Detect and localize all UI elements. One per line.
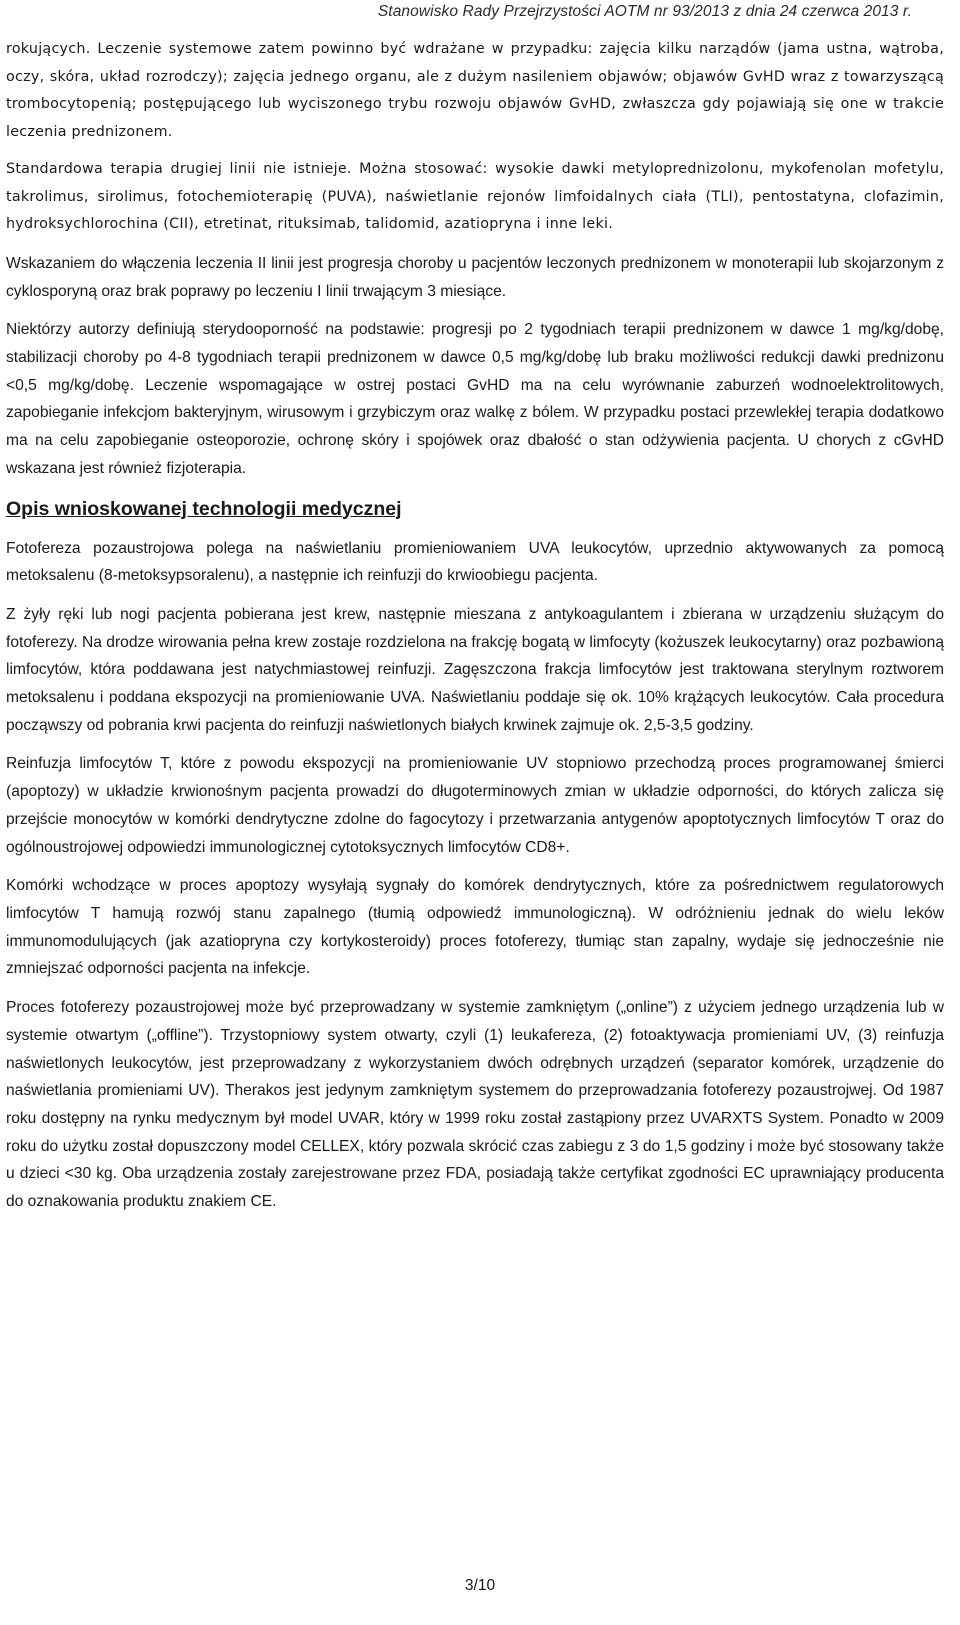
section-heading: Opis wnioskowanej technologii medycznej: [6, 497, 402, 520]
running-header: Stanowisko Rady Przejrzystości AOTM nr 93/2013 z dnia 24 czerwca 2013 r.: [377, 3, 912, 20]
paragraph-procedure: Z żyły ręki lub nogi pacjenta pobierana jest krew, następnie mieszana z antykoagulantem i zbierana w urządzeniu służącym do fotoferezy. Na drodze wirowania pełna krew zostaje rozdzielona na frakcję bogatą w limfocyty (kożuszek leukocytarny) oraz pozbawioną limfocytów, która poddawana jest natychmiastowej reinfuzji. Zagęszczona frakcja limfocytów jest traktowana sterylnym roztworem metoksalenu i poddana ekspozycji na promieniowanie UVA. Naświetlaniu poddaje się ok. 10% krążących leukocytów. Cała procedura począwszy od pobrania krwi pacjenta do reinfuzji naświetlonych białych krwinek zajmuje ok. 2,5-3,5 godziny.: [6, 605, 944, 734]
paragraph-second-line-therapy: Standardowa terapia drugiej linii nie istnieje. Można stosować: wysokie dawki metyloprednizolonu, mykofenolan mofetylu, takrolimus, sirolimus, fotochemioterapię (PUVA), naświetlanie rejonów limfoidalnych ciała (TLI), pentostatyna, clofazimin, hydroksychlorochina (CII), etretinat, rituksimab, talidomid, azatiopryna i inne leki.: [6, 160, 944, 233]
page-number: 3/10: [464, 1577, 496, 1594]
paragraph-photopheresis-definition: Fotofereza pozaustrojowa polega na naświetlaniu promieniowaniem UVA leukocytów, uprzednio aktywowanych za pomocą metoksalenu (8-metoksypsoralenu), a następnie ich reinfuzji do krwioobiegu pacjenta.: [6, 539, 944, 585]
paragraph-second-line-indication: Wskazaniem do włączenia leczenia II linii jest progresja choroby u pacjentów leczonych prednizonem w monoterapii lub skojarzonym z cyklosporyną oraz brak poprawy po leczeniu I linii trwającym 3 miesiące.: [6, 254, 944, 300]
paragraph-apoptosis: Komórki wchodzące w proces apoptozy wysyłają sygnały do komórek dendrytycznych, które za pośrednictwem regulatorowych limfocytów T hamują rozwój stanu zapalnego (tłumią odpowiedź immunologiczną). W odróżnieniu jednak do wielu leków immunomodulujących (jak azatiopryna czy kortykosteroidy) proces fotoferezy, tłumiąc stan zapalny, wydaje się jednocześnie nie zmniejszać odporności pacjenta na infekcje.: [6, 877, 944, 978]
paragraph-systemic-treatment: rokujących. Leczenie systemowe zatem powinno być wdrażane w przypadku: zajęcia kilku narządów (jama ustna, wątroba, oczy, skóra, układ rozrodczy); zajęcia jednego organu, ale z dużym nasileniem objawów; objawów GvHD wraz z towarzyszącą trombocytopenią; postępującego lub wyciszonego trybu rozwoju objawów GvHD, zwłaszcza gdy pojawiają się one w trakcie leczenia prednizonem.: [6, 41, 944, 141]
document-body: [6, 36, 944, 1227]
paragraph-reinfusion: Reinfuzja limfocytów T, które z powodu ekspozycji na promieniowanie UV stopniowo przechodzą proces programowanej śmierci (apoptozy) w układzie krwionośnym pacjenta prowadzi do długoterminowych zmian w układzie odporności, do których zalicza się przejście monocytów w komórki dendrytyczne zdolne do fagocytozy i przetwarzania antygenów apoptotycznych limfocytów T oraz do ogólnoustrojowej odpowiedzi immunologicznej cytotoksycznych limfocytów CD8+.: [6, 755, 944, 856]
paragraph-steroid-resistance: Niektórzy autorzy definiują sterydooporność na podstawie: progresji po 2 tygodniach terapii prednizonem w dawce 1 mg/kg/dobę, stabilizacji choroby po 4-8 tygodniach terapii prednizonem w dawce 0,5 mg/kg/dobę lub braku możliwości redukcji dawki prednizonu <0,5 mg/kg/dobę. Leczenie wspomagające w ostrej postaci GvHD ma na celu wyrównanie zaburzeń wodnoelektrolitowych, zapobieganie infekcjom bakteryjnym, wirusowym i grzybiczym oraz walkę z bólem. W przypadku postaci przewlekłej terapia dodatkowo ma na celu zapobieganie osteoporozie, ochronę skóry i spojówek oraz dbałość o stan odżywienia pacjenta. U chorych z cGvHD wskazana jest również fizjoterapia.: [6, 321, 944, 477]
paragraph-systems: Proces fotoferezy pozaustrojowej może być przeprowadzany w systemie zamkniętym („online”) z użyciem jednego urządzenia lub w systemie otwartym („offline”). Trzystopniowy system otwarty, czyli (1) leukafereza, (2) fotoaktywacja promieniami UV, (3) reinfuzja naświetlonych leukocytów, jest przeprowadzany z wykorzystaniem dwóch odrębnych urządzeń (separator komórek, urządzenie do naświetlania promieniami UV). Therakos jest jedynym zamkniętym systemem do przeprowadzania fotoferezy pozaustrojwej. Od 1987 roku dostępny na rynku medycznym był model UVAR, który w 1999 roku został zastąpiony przez UVARXTS System. Ponadto w 2009 roku do użytku został dopuszczony model CELLEX, który pozwala skrócić czas zabiegu z 3 do 1,5 godziny i może być stosowany także u dzieci <30 kg. Oba urządzenia zostały zarejestrowane przez FDA, posiadają także certyfikat zgodności EC uprawniający producenta do oznakowania produktu znakiem CE.: [6, 999, 944, 1211]
